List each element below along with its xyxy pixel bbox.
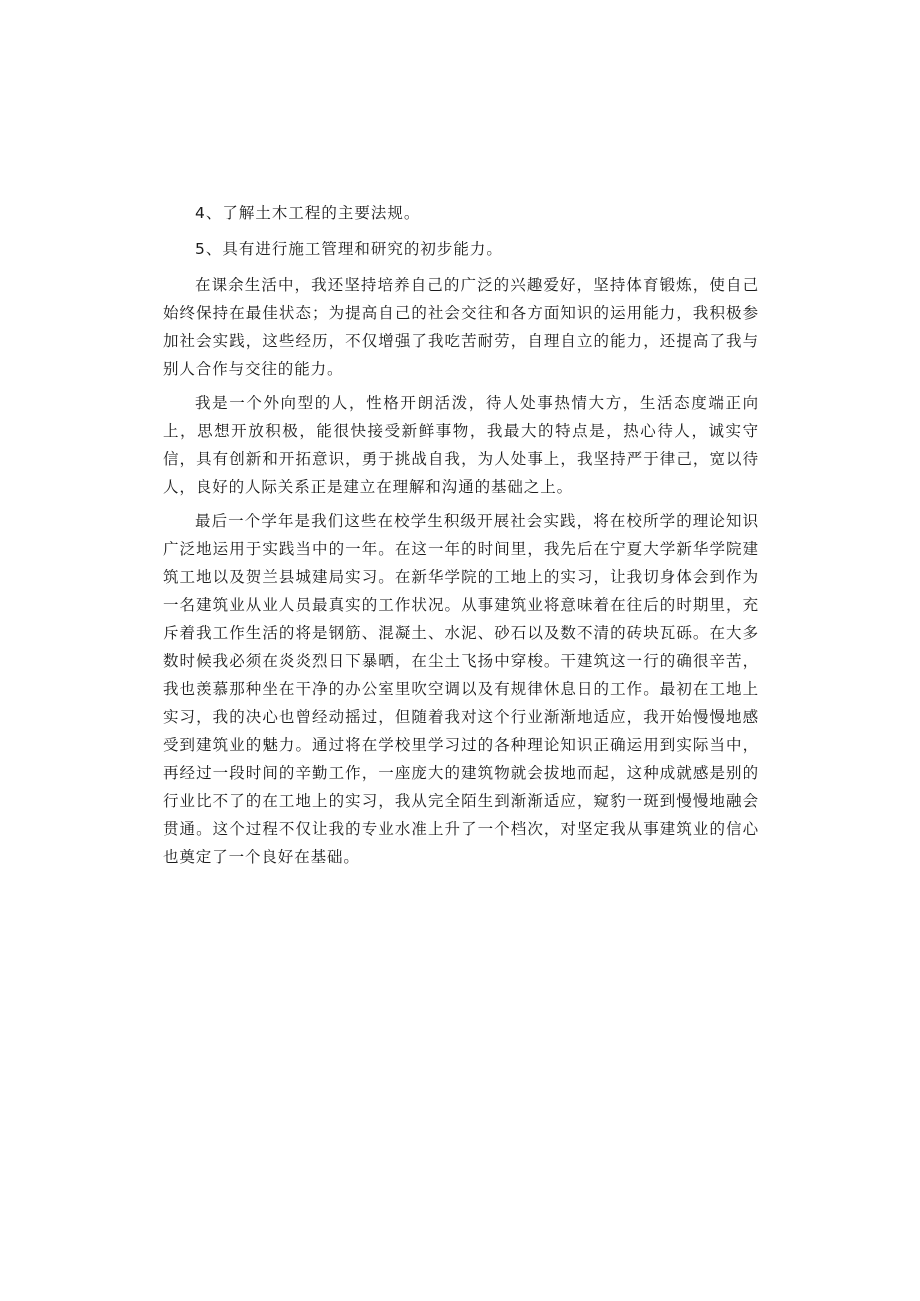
document-body [163,197,759,871]
list-item: 5、具有进行施工管理和研究的初步能力。 [195,240,503,258]
paragraph-personality: 我是一个外向型的人，性格开朗活泼，待人处事热情大方，生活态度端正向上，思想开放积极，能很快接受新鲜事物，我最大的特点是，热心待人，诚实守信，具有创新和开拓意识，勇于挑战自我，为人处事上，我坚持严于律己，宽以待人，良好的人际关系正是建立在理解和沟通的基础之上。 [163,394,759,496]
list-item: 4、了解土木工程的主要法规。 [195,204,421,222]
paragraph-internship: 最后一个学年是我们这些在校学生积级开展社会实践，将在校所学的理论知识广泛地运用于实践当中的一年。在这一年的时间里，我先后在宁夏大学新华学院建筑工地以及贺兰县城建局实习。在新华学院的工地上的实习，让我切身体会到作为一名建筑业从业人员最真实的工作状况。从事建筑业将意味着在往后的时期里，充斥着我工作生活的将是钢筋、混凝土、水泥、砂石以及数不清的砖块瓦砾。在大多数时候我必须在炎炎烈日下暴晒，在尘土飞扬中穿梭。干建筑这一行的确很辛苦，我也羡慕那种坐在干净的办公室里吹空调以及有规律休息日的工作。最初在工地上实习，我的决心也曾经动摇过，但随着我对这个行业渐渐地适应，我开始慢慢地感受到建筑业的魅力。通过将在学校里学习过的各种理论知识正确运用到实际当中，再经过一段时间的辛勤工作，一座庞大的建筑物就会拔地而起，这种成就感是别的行业比不了的在工地上的实习，我从完全陌生到渐渐适应，窥豹一斑到慢慢地融会贯通。这个过程不仅让我的专业水准上升了一个档次，对坚定我从事建筑业的信心也奠定了一个良好在基础。 [163,512,759,866]
paragraph-extracurricular: 在课余生活中，我还坚持培养自己的广泛的兴趣爱好，坚持体育锻炼，使自己始终保持在最佳状态；为提高自己的社会交往和各方面知识的运用能力，我积极参加社会实践，这些经历，不仅增强了我吃苦耐劳，自理自立的能力，还提高了我与别人合作与交往的能力。 [163,276,759,378]
